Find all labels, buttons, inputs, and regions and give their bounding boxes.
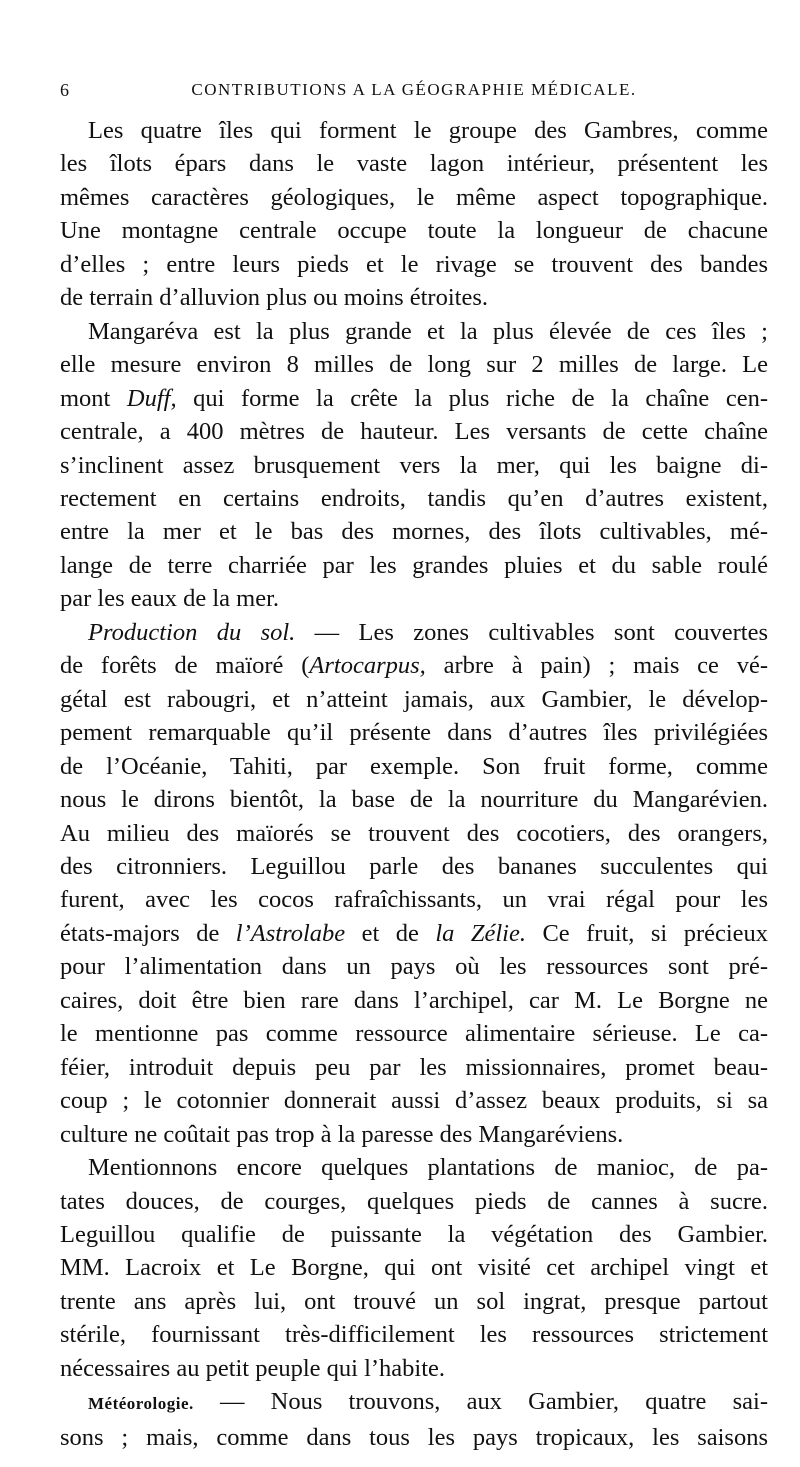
- text-line: pour l’alimentation dans un pays où les ressources sont pré-: [60, 953, 768, 981]
- text-line: lange de terre charriée par les grandes pluies et du sable roulé: [60, 551, 768, 579]
- text-line: rectement en certains endroits, tandis qu’en d’autres existent,: [60, 484, 768, 512]
- running-head: [60, 80, 768, 104]
- text-line: Au milieu des maïorés se trouvent des cocotiers, des orangers,: [60, 819, 768, 847]
- text-line: mêmes caractères géologiques, le même aspect topographique.: [60, 183, 768, 211]
- paragraph: [60, 315, 768, 616]
- paragraph: [60, 1151, 768, 1385]
- running-title: CONTRIBUTIONS A LA GÉOGRAPHIE MÉDICALE.: [191, 80, 637, 99]
- text-line: coup ; le cotonnier donnerait aussi d’assez beaux produits, si sa: [60, 1087, 768, 1115]
- section-heading-production: Production du sol.: [88, 618, 296, 646]
- text-line: tates douces, de courges, quelques pieds de cannes à sucre.: [60, 1187, 768, 1215]
- text-line: elle mesure environ 8 milles de long sur 2 milles de large. Le: [60, 351, 768, 379]
- text-line: Production du sol. — Les zones cultivables sont couvertes: [88, 618, 768, 646]
- text-line: des citronniers. Leguillou parle des bananes succulentes qui: [60, 852, 768, 880]
- text-line: Mangaréva est la plus grande et la plus élevée de ces îles ;: [88, 317, 768, 345]
- text-line: culture ne coûtait pas trop à la paresse des Mangaréviens.: [60, 1120, 624, 1148]
- text-line: Leguillou qualifie de puissante la végétation des Gambier.: [60, 1220, 768, 1248]
- text-line: par les eaux de la mer.: [60, 585, 280, 613]
- body-text: [60, 114, 768, 1454]
- page-number: 6: [60, 80, 70, 100]
- paragraph: [60, 616, 768, 1151]
- place-name-duff: Duff,: [126, 384, 177, 412]
- text-line: caires, doit être bien rare dans l’archipel, car M. Le Borgne ne: [60, 986, 768, 1014]
- text-line: Météorologie. — Nous trouvons, aux Gambier, quatre sai-: [88, 1388, 768, 1416]
- text-line: Mentionnons encore quelques plantations de manioc, de pa-: [88, 1154, 768, 1182]
- text-line: nous le dirons bientôt, la base de la nourriture du Mangarévien.: [60, 786, 768, 814]
- text-line: de terrain d’alluvion plus ou moins étroites.: [60, 284, 488, 312]
- text-line: centrale, a 400 mètres de hauteur. Les versants de cette chaîne: [60, 418, 768, 446]
- text-line: gétal est rabougri, et n’atteint jamais, aux Gambier, le dévelop-: [60, 685, 768, 713]
- ship-name-zelie: la Zélie.: [435, 919, 526, 947]
- text-line: les îlots épars dans le vaste lagon intérieur, présentent les: [60, 150, 768, 178]
- text-line: sons ; mais, comme dans tous les pays tropicaux, les saisons: [60, 1423, 768, 1451]
- text-line: stérile, fournissant très-difficilement les ressources strictement: [60, 1321, 768, 1349]
- text-line: nécessaires au petit peuple qui l’habite.: [60, 1354, 446, 1382]
- text-line: féier, introduit depuis peu par les missionnaires, promet beau-: [60, 1053, 768, 1081]
- text-line: pement remarquable qu’il présente dans d’autres îles privilégiées: [60, 719, 768, 747]
- text-line: Les quatre îles qui forment le groupe des Gambres, comme: [88, 117, 768, 144]
- text-line: mont Duff, qui forme la crête la plus riche de la chaîne cen-: [60, 384, 768, 412]
- text-line: de l’Océanie, Tahiti, par exemple. Son fruit forme, comme: [60, 752, 768, 780]
- section-heading-meteorologie: Météorologie.: [88, 1394, 194, 1414]
- text-line: le mentionne pas comme ressource alimentaire sérieuse. Le ca-: [60, 1020, 768, 1048]
- text-line: entre la mer et le bas des mornes, des îlots cultivables, mé-: [60, 518, 768, 546]
- ship-name-astrolabe: l’Astrolabe: [235, 919, 346, 947]
- paragraph: [60, 1385, 768, 1454]
- text-line: trente ans après lui, ont trouvé un sol ingrat, presque partout: [60, 1287, 768, 1315]
- text-line: s’inclinent assez brusquement vers la mer, qui les baigne di-: [60, 451, 768, 479]
- text-line: de forêts de maïoré (Artocarpus, arbre à pain) ; mais ce vé-: [60, 652, 768, 680]
- paragraph: [60, 114, 768, 315]
- text-line: MM. Lacroix et Le Borgne, qui ont visité cet archipel vingt et: [60, 1254, 768, 1282]
- text-line: Une montagne centrale occupe toute la longueur de chacune: [60, 217, 768, 245]
- text-line: furent, avec les cocos rafraîchissants, un vrai régal pour les: [60, 886, 768, 914]
- text-line: d’elles ; entre leurs pieds et le rivage se trouvent des bandes: [60, 250, 768, 278]
- latin-name: Artocarpus,: [309, 652, 426, 680]
- text-line: états-majors de l’Astrolabe et de la Zélie. Ce fruit, si précieux: [60, 919, 768, 947]
